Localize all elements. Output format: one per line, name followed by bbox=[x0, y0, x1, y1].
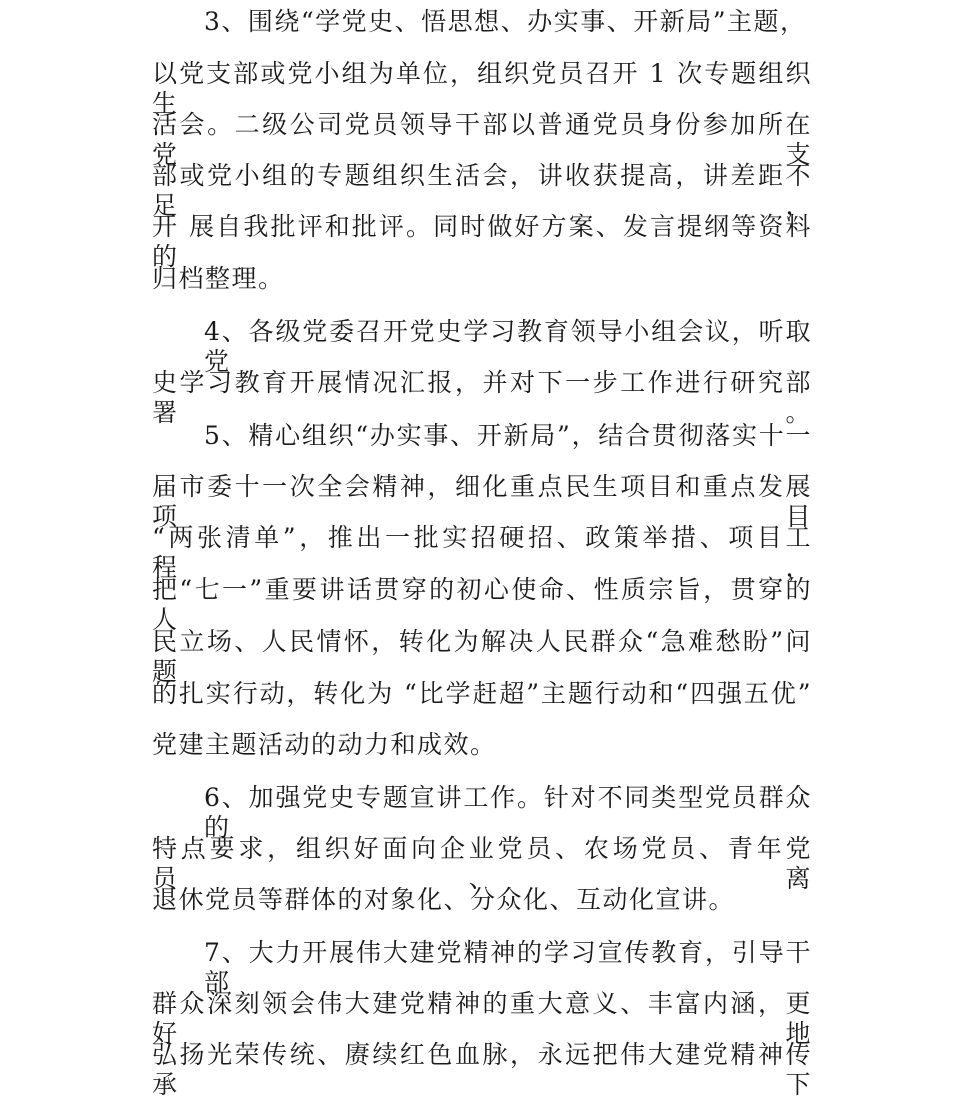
paragraph-4-line-1: 4、各级党委召开党史学习教育领导小组会议，听取党 bbox=[204, 317, 812, 376]
paragraph-6-line-1: 6、加强党史专题宣讲工作。针对不同类型党员群众的 bbox=[204, 783, 812, 842]
paragraph-7-line-1: 7、大力开展伟大建党精神的学习宣传教育，引导干部 bbox=[204, 938, 812, 997]
paragraph-5-line-4: 把“七一”重要讲话贯穿的初心使命、性质宗旨，贯穿的人 bbox=[152, 575, 812, 634]
paragraph-5-line-6: 的扎实行动，转化为 “比学赶超”主题行动和“四强五优” bbox=[152, 679, 812, 708]
paragraph-5-line-1: 5、精心组织“办实事、开新局”，结合贯彻落实十一 bbox=[204, 421, 812, 450]
paragraph-3-line-6: 归档整理。 bbox=[152, 264, 285, 293]
paragraph-5-line-3: “两张清单”，推出一批实招硬招、政策举措、项目工程， bbox=[152, 523, 812, 582]
paragraph-6-line-3: 退休党员等群体的对象化、分众化、互动化宣讲。 bbox=[152, 885, 736, 914]
paragraph-5-line-5: 民立场、人民情怀，转化为解决人民群众“急难愁盼”问题 bbox=[152, 627, 812, 686]
paragraph-3-line-5: 开 展自我批评和批评。同时做好方案、发言提纲等资料的 bbox=[152, 212, 812, 271]
paragraph-5-line-7: 党建主题活动的动力和成效。 bbox=[152, 730, 497, 759]
paragraph-5-line-2: 届市委十一次全会精神，细化重点民生项目和重点发展项目 bbox=[152, 472, 812, 531]
paragraph-3-line-4: 部或党小组的专题组织生活会，讲收获提高，讲差距不足， bbox=[152, 161, 812, 220]
paragraph-7-line-2: 群众深刻领会伟大建党精神的重大意义、丰富内涵，更好地 bbox=[152, 989, 812, 1048]
paragraph-3-line-1: 3、围绕“学党史、悟思想、办实事、开新局”主题， bbox=[204, 7, 807, 36]
paragraph-7-line-3: 弘扬光荣传统、赓续红色血脉，永远把伟大建党精神传承下 bbox=[152, 1040, 812, 1099]
paragraph-3-line-3: 活会。二级公司党员领导干部以普通党员身份参加所在党支 bbox=[152, 110, 812, 169]
paragraph-6-line-2: 特点要求，组织好面向企业党员、农场党员、青年党员、离 bbox=[152, 834, 812, 893]
paragraph-4-line-2: 史学习教育开展情况汇报，并对下一步工作进行研究部署。 bbox=[152, 368, 812, 427]
paragraph-3-line-2: 以党支部或党小组为单位，组织党员召开 1 次专题组织生 bbox=[152, 59, 812, 118]
